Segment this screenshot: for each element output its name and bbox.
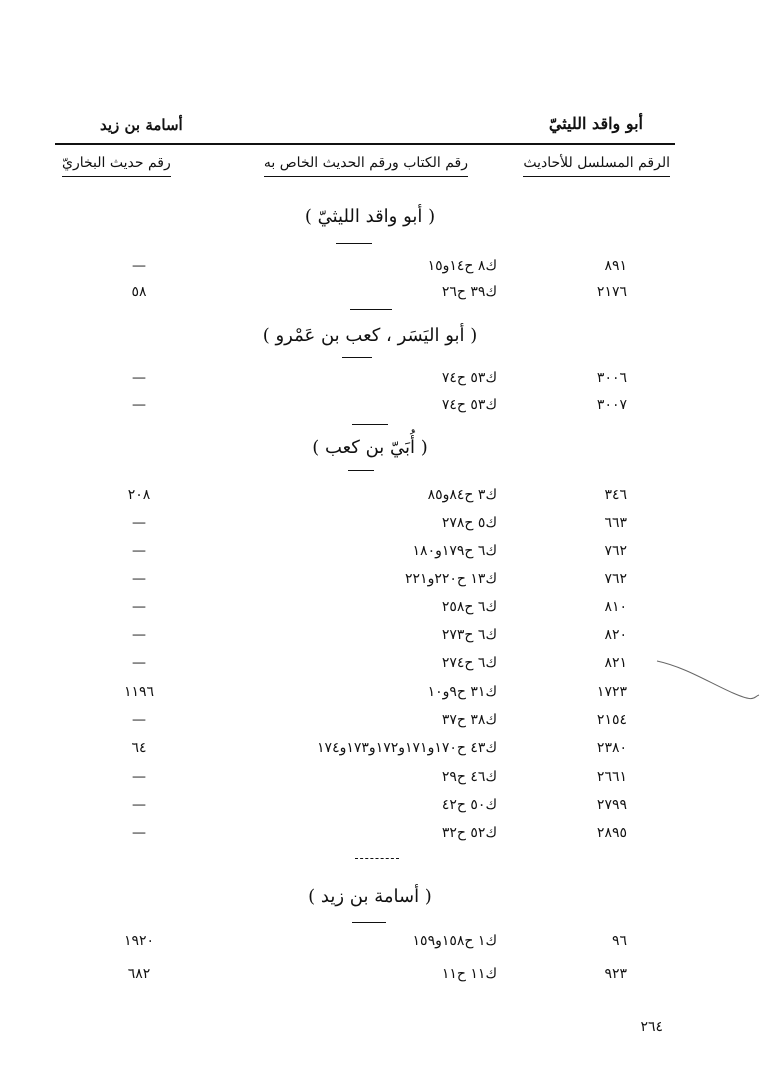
bukhari-number: — [132, 627, 146, 643]
header-rule [55, 143, 675, 145]
serial-number: ٨١٠ [604, 599, 627, 615]
section-rule [336, 243, 372, 244]
section-rule [350, 309, 392, 310]
section-title-usama: ( أسامة بن زيد ) [308, 886, 432, 907]
column-header-serial: الرقم المسلسل للأحاديث [523, 155, 670, 177]
book-hadith-ref: ك١ ح١٥٨و١٥٩ [412, 933, 497, 949]
book-hadith-ref: ك٦ ح١٧٩و١٨٠ [412, 543, 497, 559]
table-row [0, 769, 765, 791]
book-hadith-ref: ك٣٩ ح٢٦ [441, 284, 497, 300]
bukhari-number: — [132, 571, 146, 587]
table-row [0, 397, 765, 419]
table-row [0, 655, 765, 677]
bukhari-number: ٥٨ [131, 284, 147, 300]
section-rule [355, 858, 399, 859]
table-row [0, 933, 765, 955]
running-header-left: أسامة بن زيد [100, 116, 183, 134]
book-hadith-ref: ك٦ ح٢٧٤ [441, 655, 497, 671]
bukhari-number: — [132, 655, 146, 671]
book-hadith-ref: ك٣٨ ح٣٧ [441, 712, 497, 728]
table-row [0, 515, 765, 537]
bukhari-number: — [132, 258, 146, 274]
book-hadith-ref: ك٥٣ ح٧٤ [441, 370, 497, 386]
book-hadith-ref: ك٥٢ ح٣٢ [441, 825, 497, 841]
serial-number: ٦٦٣ [604, 515, 627, 531]
serial-number: ٣٠٠٧ [596, 397, 627, 413]
running-header-right: أبو واقد الليثيّ [548, 114, 643, 133]
serial-number: ٢٣٨٠ [596, 740, 627, 756]
bukhari-number: — [132, 797, 146, 813]
serial-number: ٧٦٢ [604, 543, 627, 559]
book-hadith-ref: ك٣١ ح٩و١٠ [427, 684, 497, 700]
table-row [0, 599, 765, 621]
serial-number: ١٧٢٣ [596, 684, 627, 700]
book-hadith-ref: ك٥ ح٢٧٨ [441, 515, 497, 531]
bukhari-number: — [132, 543, 146, 559]
section-title-abu-al-yasar: ( أبو اليَسَر ، كعب بن عَمْرو ) [262, 325, 478, 346]
table-row [0, 684, 765, 706]
bukhari-number: ٢٠٨ [127, 487, 151, 503]
book-hadith-ref: ك٦ ح٢٥٨ [441, 599, 497, 615]
table-row [0, 627, 765, 649]
serial-number: ٨٢٠ [604, 627, 627, 643]
serial-number: ٩٢٣ [604, 966, 627, 982]
section-rule [342, 357, 372, 358]
bukhari-number: ٦٨٢ [127, 966, 151, 982]
book-hadith-ref: ك١١ ح١١ [441, 966, 497, 982]
serial-number: ٩٦ [611, 933, 627, 949]
table-row [0, 543, 765, 565]
bukhari-number: — [132, 712, 146, 728]
serial-number: ٢١٧٦ [596, 284, 627, 300]
table-row [0, 284, 765, 306]
book-hadith-ref: ك٣ ح٨٤و٨٥ [427, 487, 497, 503]
book-hadith-ref: ك٨ ح١٤و١٥ [427, 258, 497, 274]
book-hadith-ref: ك١٣ ح٢٢٠و٢٢١ [405, 571, 497, 587]
page-number: ٢٦٤ [640, 1019, 663, 1035]
table-row [0, 370, 765, 392]
bukhari-number: — [132, 515, 146, 531]
bukhari-number: — [132, 599, 146, 615]
table-row [0, 740, 765, 762]
table-row [0, 797, 765, 819]
table-row [0, 487, 765, 509]
serial-number: ٨٢١ [604, 655, 627, 671]
serial-number: ٢٨٩٥ [596, 825, 627, 841]
column-header-book-hadith: رقم الكتاب ورقم الحديث الخاص به [264, 155, 468, 177]
table-row [0, 571, 765, 593]
serial-number: ٣٤٦ [604, 487, 627, 503]
section-title-abu-waqid: ( أبو واقد الليثيّ ) [304, 206, 436, 227]
bukhari-number: — [132, 769, 146, 785]
book-hadith-ref: ك٥٣ ح٧٤ [441, 397, 497, 413]
serial-number: ٧٦٢ [604, 571, 627, 587]
section-rule [348, 470, 374, 471]
table-row [0, 966, 765, 988]
serial-number: ٨٩١ [604, 258, 627, 274]
book-hadith-ref: ك٤٣ ح١٧٠و١٧١و١٧٢و١٧٣و١٧٤ [317, 740, 497, 756]
book-hadith-ref: ك٥٠ ح٤٢ [441, 797, 497, 813]
bukhari-number: — [132, 370, 146, 386]
section-title-ubayy: ( أُبَيّ بن كعب ) [312, 437, 428, 458]
table-row [0, 825, 765, 847]
section-rule [352, 922, 386, 923]
bukhari-number: ١١٩٦ [123, 684, 155, 700]
table-row [0, 258, 765, 280]
bukhari-number: — [132, 397, 146, 413]
serial-number: ٢٦٦١ [596, 769, 627, 785]
table-row [0, 712, 765, 734]
book-hadith-ref: ك٦ ح٢٧٣ [441, 627, 497, 643]
serial-number: ٢٧٩٩ [596, 797, 627, 813]
section-rule [352, 424, 388, 425]
bukhari-number: — [132, 825, 146, 841]
column-header-bukhari: رقم حديث البخاريّ [62, 155, 171, 177]
bukhari-number: ٦٤ [131, 740, 147, 756]
stray-pen-mark [655, 655, 761, 701]
bukhari-number: ١٩٢٠ [123, 933, 155, 949]
serial-number: ٢١٥٤ [596, 712, 627, 728]
book-hadith-ref: ك٤٦ ح٢٩ [441, 769, 497, 785]
serial-number: ٣٠٠٦ [596, 370, 627, 386]
